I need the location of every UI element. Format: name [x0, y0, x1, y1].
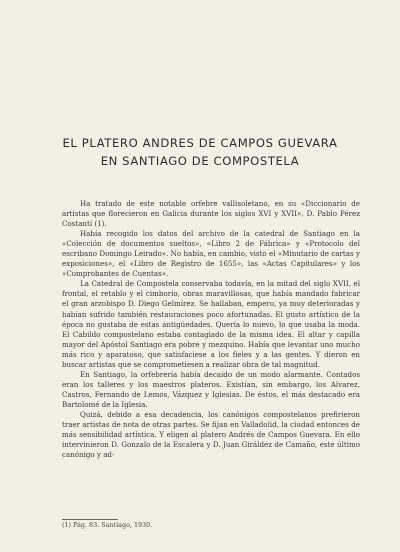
- paragraph: Ha tratado de este notable orfebre vallisoletano, en su «Diccionario de artistas que florecieron en Galicia durante los siglos XVI y XVII», D. Pablo Pérez Costanti (1).: [62, 199, 360, 229]
- title-line-2: EN SANTIAGO DE COMPOSTELA: [100, 154, 300, 168]
- paragraph: La Catedral de Compostela conservaba todavía, en la mitad del siglo XVII, el frontal, el retablo y el cimborio, obras maravillosas, que había mandado fabricar el gran arzobispo D. Diego Gelmírez. Se hallaban, empero, ya muy deterioradas y habían sufrido también restauraciones poco afortunadas. El gusto artístico de la época no gustaba de estas antigüedades. Quería lo nuevo, lo que usaba la moda. El Cabildo compostelano estaba contagiado de la misma idea. El altar y capilla mayor del Apóstol Santiago era pobre y mezquino. Había que levantar uno mucho más rico y aparatoso, que satisfaciese a los fieles y a las gentes. Y dieron en buscar artistas que se comprometiesen a realizar obra de tal magnitud.: [62, 279, 360, 369]
- footnote-divider: [62, 519, 118, 520]
- paragraph: Había recogido los datos del archivo de la catedral de Santiago en la «Colección de documentos sueltos», «Libro 2 de Fábrica» y «Protocolo del escribano Domingo Leirado». No había, en cambio, visto el «Minutario de cartas y exposiciones», el «Libro de Registro de 1655», las «Actas Capitulares» y los «Comprobantes de Cuentas».: [62, 229, 360, 279]
- paragraph: En Santiago, la orfebrería había decaído de un modo alarmante. Contados eran los talleres y los maestros plateros. Existían, sin embargo, los Alvarez, Castros, Fernando de Lemos, Vázquez y Iglesias. De éstos, el más destacado era Bartolomé de la Iglesia.: [62, 369, 360, 409]
- page-title: [40, 134, 360, 170]
- footnote: (1) Pág. 83. Santiago, 1930.: [62, 521, 153, 529]
- title-line-1: EL PLATERO ANDRES DE CAMPOS GUEVARA: [62, 136, 338, 150]
- body-text: [62, 199, 360, 460]
- paragraph: Quizá, debido a esa decadencia, los canónigos compostelanos prefirieron traer artistas de nota de otras partes. Se fijan en Valladolid, la ciudad entonces de más sensibilidad artística. Y eligen al platero Andrés de Campos Guevara. En ello intervinieron D. Gonzalo de la Escalera y D. Juan Giráldez de Camaño, este último canónigo y ad-: [62, 409, 360, 460]
